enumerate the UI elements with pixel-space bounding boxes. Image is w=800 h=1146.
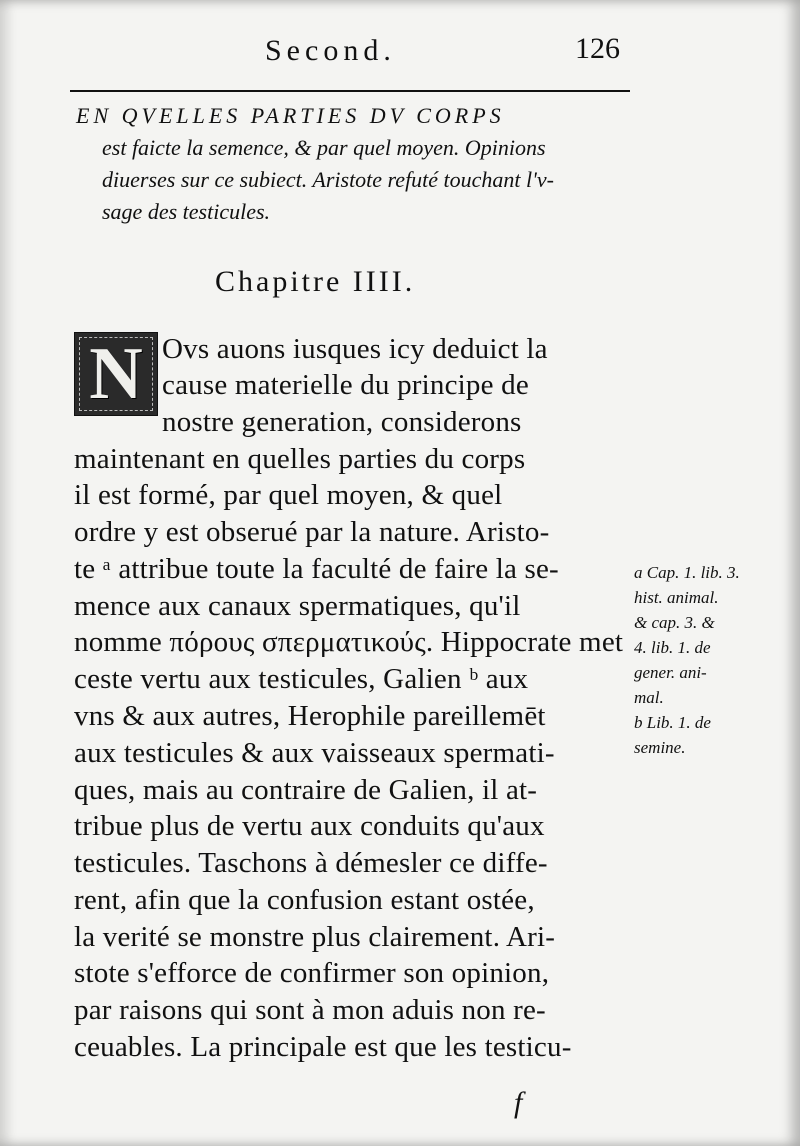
body-line: nomme πόρους σπερματικούς. Hippocrate met — [74, 626, 624, 658]
catchword: f — [514, 1086, 523, 1119]
heading-line: est faicte la semence, & par quel moyen. Opinions — [102, 135, 546, 160]
page-number: 126 — [575, 32, 620, 65]
margin-note-line: mal. — [634, 688, 664, 707]
heading-line: EN QVELLES PARTIES DV CORPS — [76, 103, 505, 128]
body-line: mence aux canaux spermatiques, qu'il — [74, 590, 521, 622]
running-title: Second. — [265, 34, 396, 67]
header-rule — [70, 90, 630, 92]
body-line: maintenant en quelles parties du corps — [74, 443, 526, 475]
body-line: rent, afin que la confusion estant ostée, — [74, 884, 535, 916]
body-line: ceste vertu aux testicules, Galien ᵇ aux — [74, 663, 529, 695]
running-header — [70, 30, 630, 80]
body-line: te ᵃ attribue toute la faculté de faire la se- — [74, 553, 559, 585]
body-line: Ovs auons iusques icy deduict la — [162, 333, 548, 365]
initial-letter: N — [89, 333, 143, 415]
body-line: cause materielle du principe de — [162, 369, 529, 401]
margin-notes — [634, 560, 794, 760]
heading-line: sage des testicules. — [102, 199, 271, 224]
body-line: testicules. Taschons à démesler ce diffe- — [74, 847, 548, 879]
body-line: il est formé, par quel moyen, & quel — [74, 479, 503, 511]
chapter-title: Chapitre IIII. — [215, 265, 416, 298]
margin-note-line: 4. lib. 1. de — [634, 638, 711, 657]
body-line: stote s'efforce de confirmer son opinion, — [74, 957, 550, 989]
body-line: ceuables. La principale est que les testicu- — [74, 1031, 572, 1063]
margin-note-line: & cap. 3. & — [634, 613, 715, 632]
body-line: ques, mais au contraire de Galien, il at- — [74, 774, 538, 806]
margin-note-line: semine. — [634, 738, 686, 757]
body-line: ordre y est obserué par la nature. Aristo- — [74, 516, 550, 548]
body-line: par raisons qui sont à mon aduis non re- — [74, 994, 546, 1026]
margin-note-line: a Cap. 1. lib. 3. — [634, 563, 740, 582]
margin-note-line: hist. animal. — [634, 588, 719, 607]
margin-note-line: b Lib. 1. de — [634, 713, 711, 732]
section-heading — [74, 100, 634, 228]
body-line: vns & aux autres, Herophile pareillemēt — [74, 700, 546, 732]
decorated-initial — [74, 332, 158, 416]
heading-line: diuerses sur ce subiect. Aristote refuté touchant l'v- — [102, 167, 554, 192]
body-line: aux testicules & aux vaisseaux spermati- — [74, 737, 555, 769]
body-line: la verité se monstre plus clairement. Ari- — [74, 921, 556, 953]
body-line: tribue plus de vertu aux conduits qu'aux — [74, 810, 545, 842]
body-line: nostre generation, considerons — [162, 406, 522, 438]
margin-note-line: gener. ani- — [634, 663, 707, 682]
